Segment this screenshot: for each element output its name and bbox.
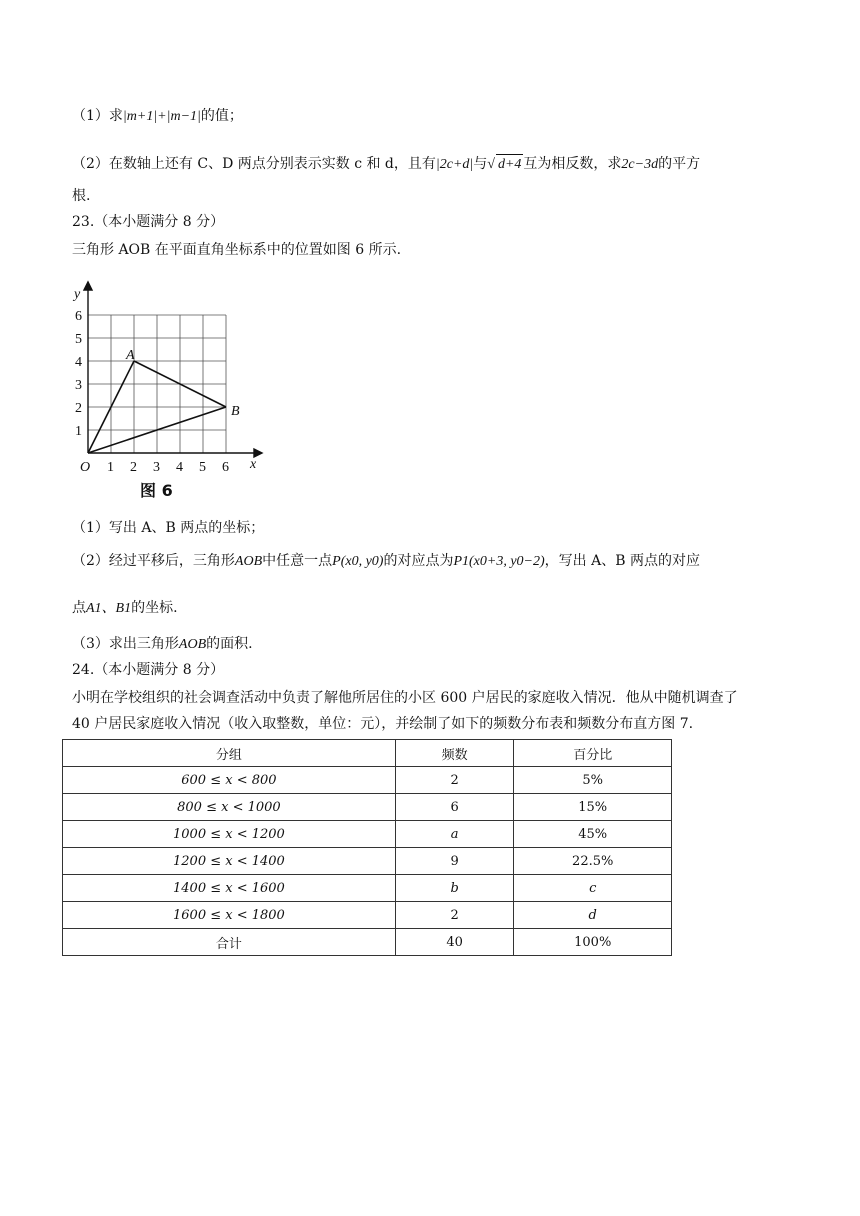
- y-tick-label: 2: [75, 401, 82, 416]
- sqrt-sign-icon: √: [487, 157, 495, 172]
- x-tick-label: 2: [130, 460, 137, 475]
- cell-percentage: 45%: [514, 821, 672, 848]
- q23-part3-text-a: （3）求出三角形: [72, 636, 179, 652]
- y-tick-label: 4: [75, 355, 82, 370]
- cell-group: 1400 ≤ x < 1600: [63, 875, 396, 902]
- header-frequency: 频数: [395, 740, 514, 767]
- q23-part2-points-a1-b1: A1、B1: [86, 601, 132, 616]
- q22-part2-abs-expression: |2c+d|: [435, 157, 474, 172]
- table-row: [63, 767, 672, 794]
- cell-frequency: 9: [395, 848, 514, 875]
- q23-intro: 三角形 AOB 在平面直角坐标系中的位置如图 6 所示.: [72, 242, 402, 258]
- q24-intro-line1: 小明在学校组织的社会调查活动中负责了解他所居住的小区 600 户居民的家庭收入情况．他从中随机调查了: [72, 690, 738, 706]
- cell-group: 1000 ≤ x < 1200: [63, 821, 396, 848]
- q23-part2-text-a: （2）经过平移后，三角形: [72, 553, 235, 569]
- q23-part2-cont-a: 点: [72, 600, 86, 616]
- cell-percentage: 15%: [514, 794, 672, 821]
- q23-part2-text-c: 的对应点为: [383, 553, 454, 569]
- q22-part2-continued: 根.: [72, 188, 91, 204]
- header-group: 分组: [63, 740, 396, 767]
- y-axis-label: y: [74, 287, 81, 302]
- table-row: [63, 848, 672, 875]
- origin-label: O: [80, 460, 91, 475]
- frequency-distribution-table: [62, 739, 672, 956]
- q23-header: 23.（本小题满分 8 分）: [72, 214, 225, 230]
- x-tick-label: 3: [153, 460, 160, 475]
- table-header-row: [63, 740, 672, 767]
- q22-part2-text-d: 的平方: [658, 156, 701, 172]
- q23-part2-continued: [72, 598, 178, 619]
- table-total-row: [63, 929, 672, 956]
- q23-part2-point-p: P(x0, y0): [332, 554, 384, 569]
- cell-group: 1200 ≤ x < 1400: [63, 848, 396, 875]
- q22-part1-prefix: （1）求: [72, 108, 123, 124]
- cell-total-label: 合计: [63, 929, 396, 956]
- q23-part2: [72, 551, 700, 572]
- q23-part2-text-b: 中任意一点: [262, 553, 333, 569]
- table-row: [63, 794, 672, 821]
- cell-frequency: 2: [395, 767, 514, 794]
- q23-part3: [72, 634, 253, 655]
- q22-part2-sqrt: [487, 157, 523, 172]
- q22-part2-text-c: 互为相反数，求: [523, 156, 622, 172]
- y-tick-label: 1: [75, 424, 82, 439]
- cell-total-frequency: 40: [395, 929, 514, 956]
- q22-part1-expression: |m+1|+|m−1|: [122, 109, 201, 124]
- y-tick-label: 3: [75, 378, 82, 393]
- q23-part2-text-d: ，写出 A、B 两点的对应: [544, 553, 700, 569]
- q22-part2-text-a: （2）在数轴上还有 C、D 两点分别表示实数 c 和 d，且有: [72, 156, 436, 172]
- x-axis-arrow-icon: [254, 449, 262, 457]
- cell-group: 1600 ≤ x < 1800: [63, 902, 396, 929]
- header-percentage: 百分比: [514, 740, 672, 767]
- q22-part1-suffix: 的值；: [200, 108, 243, 124]
- figure-grid: [88, 315, 226, 453]
- x-axis-label: x: [250, 457, 257, 472]
- q24-intro-line2: 40 户居民家庭收入情况（收入取整数，单位：元），并绘制了如下的频数分布表和频数分布直方图 7.: [72, 716, 694, 732]
- q23-part3-aob: AOB: [178, 637, 207, 652]
- point-a-label: A: [126, 348, 135, 363]
- cell-percentage: d: [514, 902, 672, 929]
- cell-total-percentage: 100%: [514, 929, 672, 956]
- q22-part2: [72, 154, 700, 175]
- table-row: [63, 875, 672, 902]
- y-axis-arrow-icon: [84, 282, 92, 290]
- cell-frequency: b: [395, 875, 514, 902]
- q24-header: 24.（本小题满分 8 分）: [72, 662, 225, 678]
- table-row: [63, 902, 672, 929]
- figure-caption: 图 6: [140, 481, 173, 500]
- cell-group: 600 ≤ x < 800: [63, 767, 396, 794]
- q22-part1: [72, 106, 243, 127]
- x-tick-label: 1: [107, 460, 114, 475]
- q23-part2-aob: AOB: [234, 554, 263, 569]
- cell-group: 800 ≤ x < 1000: [63, 794, 396, 821]
- point-b-label: B: [231, 404, 240, 419]
- figure-6-coordinate-plane: [64, 278, 284, 508]
- x-tick-label: 4: [176, 460, 183, 475]
- cell-frequency: 6: [395, 794, 514, 821]
- q22-part2-radicand: d+4: [496, 154, 523, 175]
- q23-part1: （1）写出 A、B 两点的坐标；: [72, 520, 265, 536]
- cell-percentage: c: [514, 875, 672, 902]
- cell-percentage: 5%: [514, 767, 672, 794]
- x-tick-label: 5: [199, 460, 206, 475]
- y-tick-label: 6: [75, 309, 82, 324]
- q23-part3-text-b: 的面积.: [206, 636, 253, 652]
- cell-percentage: 22.5%: [514, 848, 672, 875]
- q23-part2-cont-b: 的坐标.: [131, 600, 178, 616]
- cell-frequency: a: [395, 821, 514, 848]
- table-row: [63, 821, 672, 848]
- q22-part2-expression2: 2c−3d: [621, 157, 659, 172]
- cell-frequency: 2: [395, 902, 514, 929]
- x-tick-label: 6: [222, 460, 229, 475]
- q23-part2-point-p1: P1(x0+3, y0−2): [453, 554, 545, 569]
- y-tick-label: 5: [75, 332, 82, 347]
- q22-part2-text-b: 与: [473, 156, 488, 172]
